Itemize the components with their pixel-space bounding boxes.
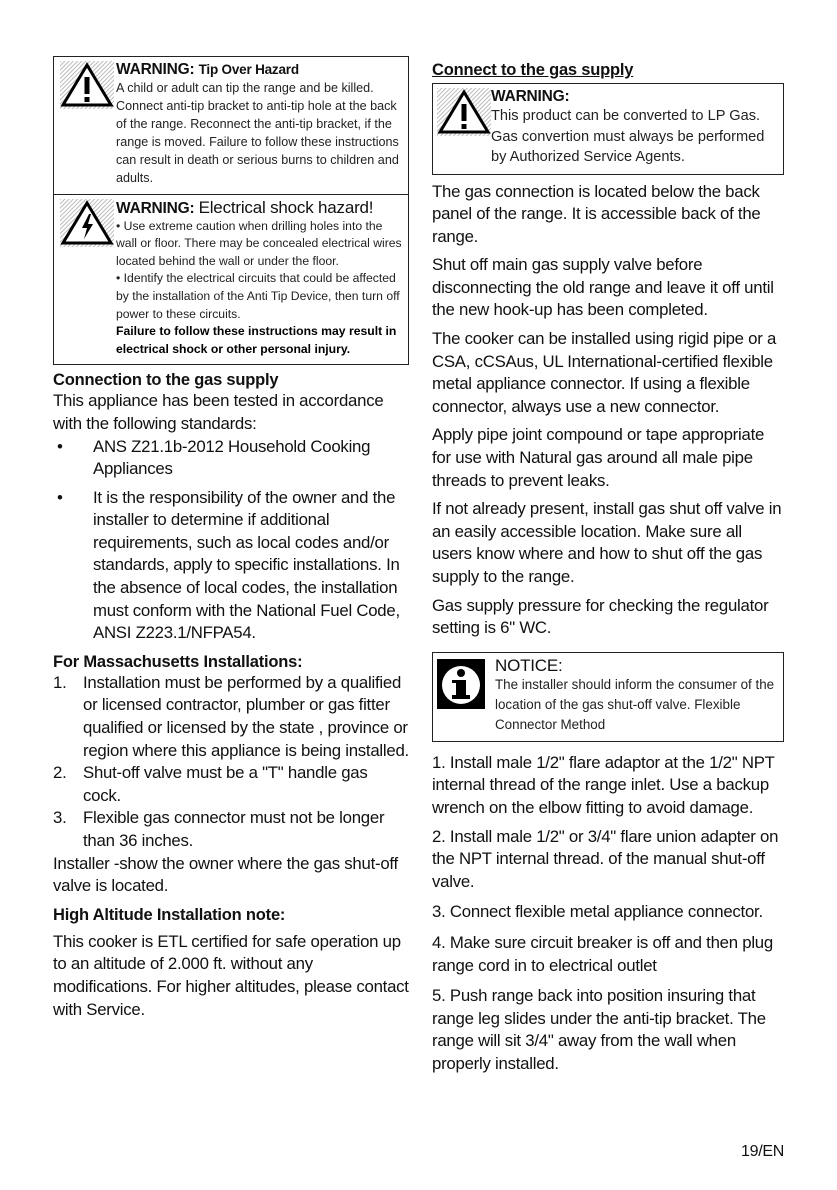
step: 3. Connect flexible metal appliance connector. xyxy=(432,902,763,922)
electrical-warning-bullet-1: • Use extreme caution when drilling holes into the wall or floor. There may be concealed electrical wires located behind the wall or under the floor. xyxy=(116,218,402,268)
massachusetts-heading: For Massachusetts Installations: xyxy=(53,652,303,671)
list-number: 3. xyxy=(53,808,67,828)
list-number: 1. xyxy=(53,672,67,692)
warning-triangle-icon xyxy=(60,61,114,109)
warning-subtitle: Tip Over Hazard xyxy=(198,62,299,77)
list-item-text: It is the responsibility of the owner and the installer to determine if additional requirements, such as local codes and/or standards, apply to specific installations. In the absence of local codes, the installation must conform with the National Fuel Code, ANSI Z223.1/NFPA54. xyxy=(93,487,400,643)
electrical-warning-title xyxy=(116,199,403,218)
paragraph: Apply pipe joint compound or tape appropriate for use with Natural gas around all male pipe threads to prevent leaks. xyxy=(432,425,765,490)
list-item-text: Shut-off valve must be a "T" handle gas cock. xyxy=(83,763,368,805)
right-column xyxy=(432,56,784,1076)
notice-text: The installer should inform the consumer of the location of the gas shut-off valve. Flexible Connector Method xyxy=(495,676,775,732)
step: 2. Install male 1/2" or 3/4" flare union adapter on the NPT internal thread. of the manual shut-off valve. xyxy=(432,826,779,891)
paragraph: If not already present, install gas shut off valve in an easily accessible location. Make sure all users know where and how to shut off the gas supply to the range. xyxy=(432,499,782,586)
lp-warning-text: This product can be converted to LP Gas. Gas convertion must always be performed by Authorized Service Agents. xyxy=(491,108,765,165)
bullet-icon: • xyxy=(57,487,63,507)
list-item xyxy=(53,672,409,762)
altitude-text: This cooker is ETL certified for safe operation up to an altitude of 2.000 ft. without any modifications. For higher altitudes, please contact with Service. xyxy=(53,931,409,1019)
paragraph: The cooker can be installed using rigid pipe or a CSA, cCSAus, UL International-certified flexible metal appliance connector. If using a flexible connector, always use a new connector. xyxy=(432,329,777,416)
warning-label: WARNING: xyxy=(116,61,195,78)
connection-heading: Connection to the gas supply xyxy=(53,371,279,390)
electrical-warning-bullet-2: • Identify the electrical circuits that could be affected by the installation of the Anti Tip Device, then turn off power to these circuits. xyxy=(116,271,400,321)
lp-gas-warning-box xyxy=(432,83,784,175)
bullet-icon: • xyxy=(57,436,63,456)
list-item xyxy=(53,487,409,645)
lp-warning-title: WARNING: xyxy=(491,88,570,105)
installer-note: Installer -show the owner where the gas shut-off valve is located. xyxy=(53,853,398,896)
list-item-text: ANS Z21.1b-2012 Household Cooking Appliances xyxy=(93,436,371,479)
list-item xyxy=(53,762,409,807)
step: 1. Install male 1/2" flare adaptor at the 1/2" NPT internal thread of the range inlet. Use a backup wrench on the elbow fitting to avoid damage. xyxy=(432,752,775,817)
warning-triangle-icon xyxy=(437,88,491,136)
electrical-hazard-icon xyxy=(60,199,114,247)
connection-intro: This appliance has been tested in accordance with the following standards: xyxy=(53,391,384,433)
list-item xyxy=(53,436,409,481)
list-number: 2. xyxy=(53,763,67,783)
paragraph: The gas connection is located below the back panel of the range. It is accessible back of the range. xyxy=(432,181,761,246)
electrical-warning-bold-text: Failure to follow these instructions may result in electrical shock or other personal injury. xyxy=(116,324,397,356)
list-item-text: Installation must be performed by a qualified or licensed contractor, plumber or gas fitter qualified or licensed by the state , province or region where this appliance is being installed. xyxy=(83,672,409,760)
left-column xyxy=(53,56,409,1021)
step: 4. Make sure circuit breaker is off and then plug range cord in to electrical outlet xyxy=(432,932,773,975)
tip-over-warning-text: A child or adult can tip the range and be killed. Connect anti-tip bracket to anti-tip hole at the back of the range. Reconnect the anti-tip bracket, if the range is moved. Failure to follow these instructions can result in death or serious burns to children and adults. xyxy=(116,81,399,186)
gas-supply-heading: Connect to the gas supply xyxy=(432,61,634,79)
list-item-text: Flexible gas connector must not be longer than 36 inches. xyxy=(83,808,385,850)
electrical-warning-bold xyxy=(116,323,403,358)
page-number: 19/EN xyxy=(741,1143,784,1160)
tip-over-warning-title xyxy=(116,61,403,79)
warning-label: WARNING: xyxy=(116,199,195,217)
electrical-warning-box xyxy=(53,194,409,366)
altitude-heading: High Altitude Installation note: xyxy=(53,905,286,924)
info-icon xyxy=(437,659,485,709)
paragraph: Shut off main gas supply valve before disconnecting the old range and leave it off until the new hook-up has been completed. xyxy=(432,255,774,320)
paragraph: Gas supply pressure for checking the regulator setting is 6" WC. xyxy=(432,595,769,638)
step: 5. Push range back into position insuring that range leg slides under the anti-tip bracket. The range will sit 3/4" away from the wall when properly installed. xyxy=(432,986,766,1073)
notice-title: NOTICE: xyxy=(495,655,563,675)
list-item xyxy=(53,807,409,852)
notice-box xyxy=(432,652,784,742)
warning-subtitle: Electrical shock hazard! xyxy=(198,197,374,217)
tip-over-warning-box xyxy=(53,56,409,194)
